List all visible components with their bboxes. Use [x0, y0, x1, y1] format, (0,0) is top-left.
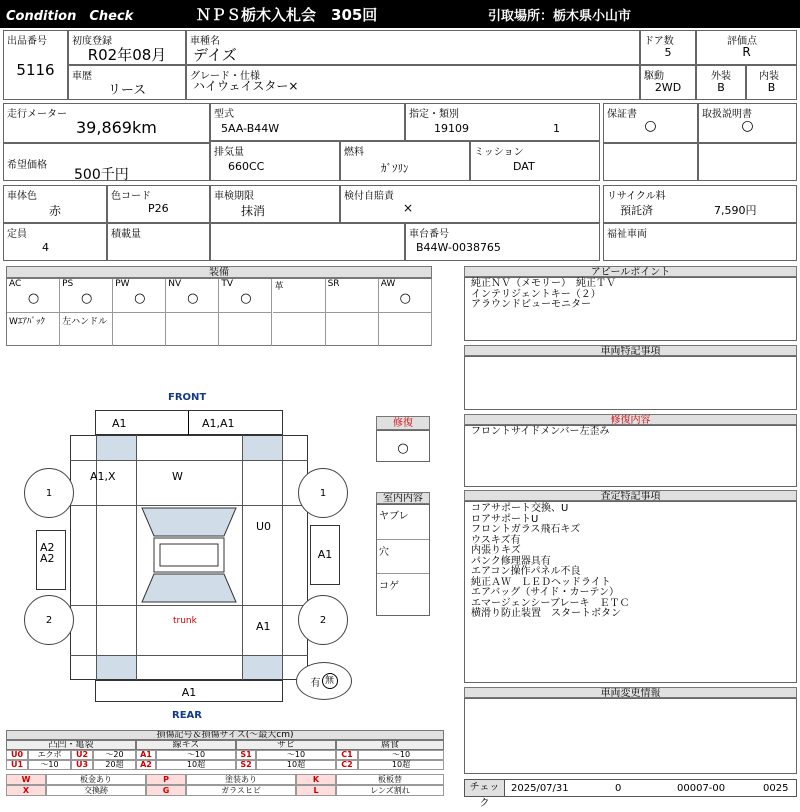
car-name: デイズ — [193, 46, 237, 64]
capacity-label: 定員 — [7, 229, 27, 240]
legend-cell: エクボ — [28, 750, 71, 760]
equipment-row2-cell-0 — [7, 313, 60, 346]
legend-extra-cell: レンズ割れ — [336, 785, 444, 796]
legend-cell: U3 — [71, 760, 93, 770]
rear-bumper-mark: A1 — [181, 686, 197, 699]
name-label: 車種名 — [190, 36, 220, 47]
reg-cell — [68, 30, 186, 65]
equipment-cell-1 — [60, 279, 113, 313]
right-door-mark: U0 — [256, 520, 272, 533]
inspect-value: 抹消 — [241, 204, 266, 218]
insurance-value: × — [403, 201, 414, 215]
tire-front-left: 1 — [24, 468, 74, 518]
legend-cell: A2 — [136, 760, 156, 770]
equipment-mark: ○ — [27, 291, 40, 306]
int-grade: B — [767, 81, 776, 94]
right-side-panel — [310, 525, 340, 585]
line-item: ロアサポートU — [471, 513, 539, 525]
price-value: 500千円 — [74, 167, 129, 183]
interior-title: 室内内容 — [376, 492, 430, 504]
footer-num: 0025 — [763, 783, 789, 794]
grade-cell — [186, 65, 640, 100]
footer-zero: 0 — [615, 783, 622, 794]
equipment-label: TV — [221, 279, 234, 289]
repair-title: 修復 — [376, 416, 430, 430]
legend-cell: 10超 — [358, 760, 444, 770]
legend-extra-cell: 板板替 — [336, 774, 444, 785]
legend-extra-cell: L — [296, 785, 336, 796]
equipment-label: AC — [9, 279, 22, 289]
equipment-cell-2 — [113, 279, 166, 313]
equipment-row2-cell-6 — [326, 313, 379, 346]
footer-date: 2025/07/31 — [511, 783, 569, 794]
legend-extra-cell: 塗装あり — [186, 774, 296, 785]
fuel-value: ｶﾞｿﾘﾝ — [381, 162, 409, 175]
spare-tire — [296, 662, 352, 700]
insurance-label: 検付自賠責 — [344, 191, 394, 202]
equipment-mark: ○ — [187, 291, 199, 306]
fuel-label: 燃料 — [344, 147, 364, 158]
legend-cell: ～10 — [358, 750, 444, 760]
desig-value: 19109 — [434, 122, 469, 135]
blank-cell-2 — [698, 143, 797, 181]
equipment-row2-label: 左ハンドル — [62, 317, 108, 327]
drive-value: 2WD — [654, 81, 682, 94]
inspect-label: 車検期限 — [214, 191, 254, 202]
equipment-cell-6 — [326, 279, 379, 313]
legend-cell: U0 — [6, 750, 28, 760]
header-title-center: ＮＰＳ栃木入札会 305回 — [196, 6, 378, 24]
repair-detail-box — [464, 425, 797, 487]
legend-extra-cell: X — [6, 785, 46, 796]
hood-mark: A1,X — [90, 470, 116, 483]
eval-cell — [696, 30, 797, 65]
inspection-box — [464, 501, 797, 683]
footer-bar — [464, 779, 797, 809]
legend-cell: 10超 — [256, 760, 336, 770]
fuel-cell — [340, 141, 470, 181]
name-cell — [186, 30, 640, 65]
header-bar — [0, 0, 800, 28]
equipment-label: NV — [168, 279, 182, 289]
equipment-row2-cell-4 — [219, 313, 272, 346]
windshield-mark: W — [172, 470, 183, 483]
code-cell — [107, 185, 210, 223]
line-item: ウスキズ有 — [471, 534, 521, 546]
equipment-row2-cell-7 — [379, 313, 432, 346]
insurance-cell — [340, 185, 600, 223]
welfare-cell — [603, 223, 797, 261]
inspect-cell — [210, 185, 340, 223]
legend-cell: S1 — [236, 750, 256, 760]
legend-extra-cell: P — [146, 774, 186, 785]
lot-number: 5116 — [16, 61, 55, 79]
interior-item-burn: コゲ — [379, 581, 399, 592]
lot-label: 出品番号 — [7, 36, 47, 47]
equipment-title: 装備 — [6, 266, 432, 278]
header-title-left: Condition Check — [6, 9, 134, 24]
front-bumper-left-mark: A1 — [112, 417, 127, 430]
left-side-mark: A2 A2 — [40, 541, 55, 565]
legend-extra-cell: G — [146, 785, 186, 796]
trunk-label: trunk — [173, 616, 197, 626]
recycle-label: リサイクル料 — [607, 191, 666, 202]
history-label: 車歴 — [72, 71, 92, 82]
legend-header-1: 線キズ — [136, 740, 236, 750]
line-item: フロントサイドメンバー左歪み — [471, 426, 610, 437]
equipment-mark: ○ — [399, 291, 411, 306]
line-item: パンク修理器具有 — [471, 555, 551, 567]
mileage-label: 走行メーター — [7, 109, 67, 120]
legend — [6, 730, 444, 798]
line-item: エアバッグ（サイド・カーテン） — [471, 587, 619, 598]
blank-cell-3 — [210, 223, 405, 261]
tire-rear-left: 2 — [24, 595, 74, 645]
recycle-cell — [603, 185, 797, 223]
manual-mark: ○ — [741, 118, 754, 134]
cc-label: 排気量 — [214, 147, 244, 158]
code-value: P26 — [148, 202, 169, 215]
line-item: 内張りキズ — [471, 545, 521, 556]
ext-label: 外装 — [711, 71, 731, 82]
ext-grade: B — [717, 81, 725, 94]
line-item: インテリジェントキー（２） — [471, 288, 601, 300]
change-title: 車両変更情報 — [464, 687, 797, 698]
legend-extra-cell: 板金あり — [46, 774, 146, 785]
tire-rear-right: 2 — [298, 595, 348, 645]
equipment-cell-7 — [379, 279, 432, 313]
left-side-panel — [36, 530, 66, 590]
equipment-mark: ○ — [80, 291, 93, 306]
equipment-grid — [6, 278, 432, 346]
legend-header-2: サビ — [236, 740, 336, 750]
legend-cell: U1 — [6, 760, 28, 770]
interior-box — [376, 504, 430, 616]
color-cell — [3, 185, 107, 223]
front-right-corner — [242, 436, 282, 460]
spare-tool-label: 有 — [310, 677, 321, 689]
equipment-mark: ○ — [134, 291, 146, 306]
legend-cell: S2 — [236, 760, 256, 770]
cc-value: 660CC — [228, 160, 265, 173]
special-box — [464, 356, 797, 410]
car-diagram — [0, 390, 376, 720]
drive-cell — [640, 65, 696, 100]
eval-score: R — [742, 45, 751, 59]
legend-cell: ～20 — [93, 750, 136, 760]
mission-label: ミッション — [474, 147, 524, 158]
legend-header-3: 腐食 — [336, 740, 444, 750]
legend-cell: ～10 — [156, 750, 236, 760]
line-item: エアコン操作パネル不良 — [471, 566, 581, 577]
drive-label: 駆動 — [644, 71, 664, 82]
legend-cell: C2 — [336, 760, 358, 770]
eval-label: 評価点 — [727, 36, 757, 47]
line-item: エマージェンシーブレーキ ＥＴＣ — [471, 597, 630, 609]
code-label: 色コード — [111, 191, 151, 202]
rear-left-corner — [96, 655, 136, 679]
legend-cell: C1 — [336, 750, 358, 760]
price-label: 希望価格 — [7, 160, 47, 171]
legend-cell: ～10 — [28, 760, 71, 770]
equipment-row2-cell-2 — [113, 313, 166, 346]
repair-mark: ○ — [397, 441, 409, 456]
equipment-label: PS — [62, 279, 74, 289]
recycle-status: 預託済 — [620, 204, 653, 217]
legend-header-0: 凸凹・亀裂 — [6, 740, 136, 750]
equipment-row2-label: Wｴｱﾊﾞｯｸ — [9, 317, 45, 327]
welfare-label: 福祉車両 — [607, 229, 647, 240]
int-label: 内装 — [759, 71, 779, 82]
line-item: アラウンドビューモニター — [471, 299, 591, 310]
equipment-label: SR — [327, 279, 340, 289]
spare-tool-icon: 無 — [322, 673, 338, 689]
header-title-right: 引取場所：栃木県小山市 — [488, 9, 632, 24]
mileage-cell — [3, 103, 210, 143]
model-label: 型式 — [214, 109, 234, 120]
model-cell — [210, 103, 405, 141]
blank-cell-1 — [603, 143, 698, 181]
interior-item-tear: ヤブレ — [379, 511, 409, 522]
line-item: 純正ＡＷ ＬＥＤヘッドライト — [471, 576, 611, 588]
int-cell — [746, 65, 797, 100]
recycle-fee: 7,590円 — [714, 204, 757, 217]
equipment-cell-3 — [166, 279, 219, 313]
color-value: 赤 — [48, 204, 61, 218]
grade-value: ハイウェイスター× — [193, 79, 299, 93]
legend-cell: 10超 — [156, 760, 236, 770]
special-title: 車両特記事項 — [464, 345, 797, 356]
mileage-value: 39,869km — [76, 118, 157, 137]
line-item: 横滑り防止装置 スタートボタン — [471, 608, 621, 619]
model-value: 5AA-B44W — [221, 122, 280, 135]
change-box — [464, 698, 797, 774]
mission-value: DAT — [513, 160, 535, 173]
equipment-cell-0 — [7, 279, 60, 313]
front-bumper — [95, 410, 283, 435]
capacity-cell — [3, 223, 107, 261]
cc-cell — [210, 141, 340, 181]
front-left-corner — [96, 436, 136, 460]
chassis-value: B44W-0038765 — [416, 241, 501, 254]
doors-cell — [640, 30, 696, 65]
appeal-box — [464, 277, 797, 341]
vehicle-history: リース — [107, 83, 147, 98]
mission-cell — [470, 141, 600, 181]
inspection-title: 査定特記事項 — [464, 490, 797, 501]
right-side-mark: A1 — [317, 548, 333, 561]
equipment-mark: ○ — [240, 291, 252, 306]
rear-right-corner — [242, 655, 282, 679]
line-item: コアサポート交換、U — [471, 503, 569, 514]
load-label: 積載量 — [111, 229, 141, 240]
interior-item-hole: 穴 — [379, 547, 389, 558]
doors-label: ドア数 — [644, 36, 674, 47]
footer-code: 00007-00 — [677, 783, 726, 794]
grade-label: グレード・仕様 — [190, 71, 260, 82]
equipment-cell-4 — [219, 279, 272, 313]
class-value: 1 — [553, 122, 560, 135]
chassis-cell — [405, 223, 600, 261]
warranty-label: 保証書 — [607, 109, 637, 120]
equipment-row2-cell-1 — [60, 313, 113, 346]
legend-cell: 20超 — [93, 760, 136, 770]
price-cell — [3, 143, 210, 181]
equipment-label: 革 — [274, 282, 284, 292]
legend-extra-cell: W — [6, 774, 46, 785]
front-label: FRONT — [168, 392, 207, 403]
doors-value: 5 — [664, 46, 672, 59]
tire-front-right: 1 — [298, 468, 348, 518]
legend-extra-cell: 交換跡 — [46, 785, 146, 796]
legend-cell: ～10 — [256, 750, 336, 760]
equipment-label: PW — [115, 279, 130, 289]
lot-cell — [3, 30, 68, 100]
desig-cell — [405, 103, 600, 141]
legend-extra-cell: K — [296, 774, 336, 785]
manual-label: 取扱説明書 — [702, 109, 752, 120]
desig-label: 指定・類別 — [409, 109, 459, 120]
load-cell — [107, 223, 210, 261]
capacity-value: 4 — [42, 241, 49, 254]
legend-cell: U2 — [71, 750, 93, 760]
warranty-cell — [603, 103, 698, 143]
equipment-label: AW — [380, 279, 396, 289]
front-bumper-right-mark: A1,A1 — [202, 417, 235, 430]
reg-label: 初度登録 — [72, 36, 112, 47]
line-item: フロントガラス飛石キズ — [471, 524, 581, 535]
legend-cell: A1 — [136, 750, 156, 760]
equipment-row2-cell-5 — [273, 313, 326, 346]
warranty-mark: ○ — [644, 118, 657, 134]
repair-detail-title: 修復内容 — [464, 414, 797, 425]
rear-label: REAR — [172, 710, 202, 721]
ext-cell — [696, 65, 746, 100]
appeal-title: アピールポイント — [464, 266, 797, 277]
equipment-row2-cell-3 — [166, 313, 219, 346]
legend-extra-cell: ガラスヒビ — [186, 785, 296, 796]
equipment-cell-5 — [273, 279, 326, 313]
rear-right-mark: A1 — [256, 620, 271, 633]
rear-bumper — [95, 680, 283, 702]
history-cell — [68, 65, 186, 100]
manual-cell — [698, 103, 797, 143]
line-item: 純正ＮＶ（メモリー） 純正ＴＶ — [471, 278, 616, 289]
cabin-glass — [136, 506, 242, 606]
footer-check-label: チェック — [465, 780, 505, 796]
color-label: 車体色 — [7, 191, 37, 202]
chassis-label: 車台番号 — [409, 229, 449, 240]
legend-title: 損傷記号＆損傷サイズ(～最大cm) — [6, 730, 444, 740]
first-registration: R02年08月 — [87, 46, 167, 64]
repair-box — [376, 430, 430, 462]
